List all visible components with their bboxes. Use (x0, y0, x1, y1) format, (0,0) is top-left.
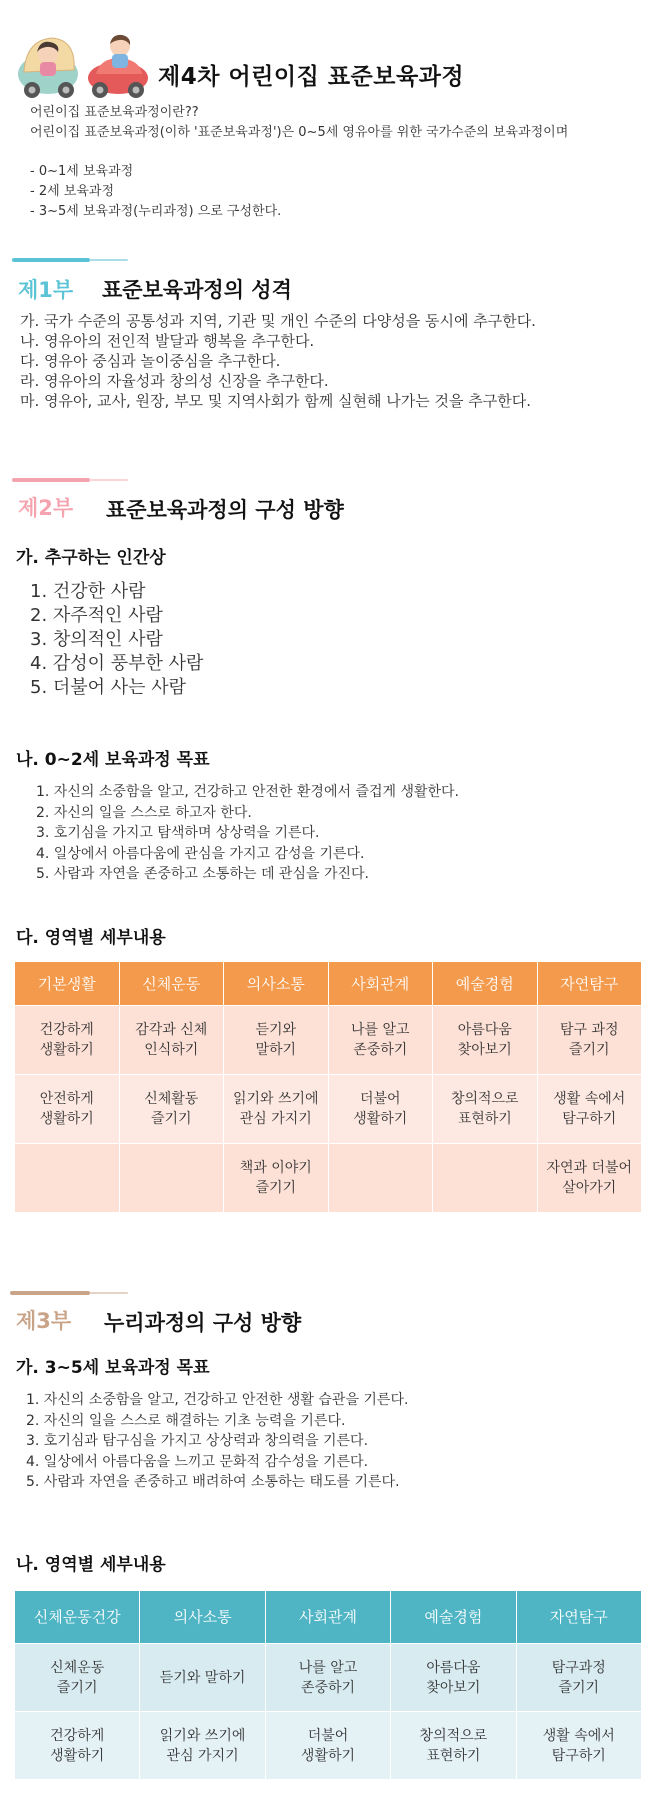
intro-description: 어린이집 표준보육과정(이하 '표준보육과정')은 0~5세 영유아를 위한 국가수준의 보육과정이며 (30, 125, 569, 140)
part2-section-c-heading: 다. 영역별 세부내용 (16, 928, 166, 948)
children-in-toy-cars-illustration (16, 22, 156, 100)
table-cell: 탐구과정 즐기기 (516, 1644, 641, 1712)
column-header: 사회관계 (265, 1591, 390, 1644)
part3-area-table (14, 1590, 642, 1780)
intro-item: - 2세 보육과정 (30, 184, 115, 199)
part2-section-b-list (36, 782, 459, 885)
part3-title: 누리과정의 구성 방향 (104, 1311, 302, 1335)
column-header: 신체운동건강 (15, 1591, 140, 1644)
table-cell: 건강하게 생활하기 (15, 1006, 120, 1075)
table-cell: 생활 속에서 탐구하기 (516, 1712, 641, 1780)
list-item: 2. 자주적인 사람 (30, 605, 163, 626)
list-item: 1. 건강한 사람 (30, 581, 146, 602)
part2-accent-bar-light (90, 479, 128, 481)
list-item: 3. 창의적인 사람 (30, 629, 163, 650)
table-cell: 창의적으로 표현하기 (391, 1712, 516, 1780)
table-cell: 건강하게 생활하기 (15, 1712, 140, 1780)
part1-accent-bar (12, 258, 90, 262)
table-cell: 아름다움 찾아보기 (433, 1006, 538, 1075)
list-item: 5. 사람과 자연을 존중하고 소통하는 데 관심을 가진다. (36, 866, 369, 883)
list-item: 1. 자신의 소중함을 알고, 건강하고 안전한 환경에서 즐겁게 생활한다. (36, 784, 460, 800)
page-title: 제4차 어린이집 표준보육과정 (158, 64, 465, 90)
part3-accent-bar-light (90, 1292, 128, 1294)
table-cell (119, 1144, 224, 1213)
table-row (15, 1712, 642, 1780)
table-cell: 듣기와 말하기 (140, 1644, 265, 1712)
list-item: 마. 영유아, 교사, 원장, 부모 및 지역사회가 함께 실현해 나가는 것을 추구한다. (20, 392, 531, 410)
intro-question: 어린이집 표준보육과정이란?? (30, 105, 199, 120)
column-header: 예술경험 (391, 1591, 516, 1644)
table-header-row (15, 962, 642, 1006)
list-item: 5. 사람과 자연을 존중하고 배려하여 소통하는 태도를 기른다. (26, 1474, 400, 1491)
part1-accent-bar-light (90, 259, 128, 261)
table-cell: 탐구 과정 즐기기 (537, 1006, 642, 1075)
list-item: 3. 호기심을 가지고 탐색하며 상상력을 기른다. (36, 825, 320, 842)
intro-item: - 3~5세 보육과정(누리과정) 으로 구성한다. (30, 204, 282, 219)
table-cell: 아름다움 찾아보기 (391, 1644, 516, 1712)
table-cell: 신체활동 즐기기 (119, 1075, 224, 1144)
intro-section (30, 103, 568, 222)
table-cell: 책과 이야기 즐기기 (224, 1144, 329, 1213)
table-row (15, 1644, 642, 1712)
part2-section-a-heading: 가. 추구하는 인간상 (16, 548, 166, 568)
table-cell: 신체운동 즐기기 (15, 1644, 140, 1712)
part2-section-b-heading: 나. 0~2세 보육과정 목표 (16, 750, 210, 770)
table-cell: 창의적으로 표현하기 (433, 1075, 538, 1144)
table-cell: 나를 알고 존중하기 (328, 1006, 433, 1075)
table-cell: 감각과 신체 인식하기 (119, 1006, 224, 1075)
table-cell (15, 1144, 120, 1213)
table-cell: 자연과 더불어 살아가기 (537, 1144, 642, 1213)
part3-section-b-heading: 나. 영역별 세부내용 (16, 1555, 166, 1575)
table-cell: 더불어 생활하기 (265, 1712, 390, 1780)
table-row (15, 1144, 642, 1213)
column-header: 예술경험 (433, 962, 538, 1006)
column-header: 사회관계 (328, 962, 433, 1006)
list-item: 1. 자신의 소중함을 알고, 건강하고 안전한 생활 습관을 기른다. (26, 1392, 409, 1408)
part2-section-a-list (30, 580, 203, 700)
table-cell (433, 1144, 538, 1213)
intro-item: - 0~1세 보육과정 (30, 164, 134, 179)
part2-label: 제2부 (18, 496, 74, 520)
list-item: 4. 일상에서 아름다움에 관심을 가지고 감성을 기른다. (36, 845, 365, 862)
table-cell: 더불어 생활하기 (328, 1075, 433, 1144)
column-header: 자연탐구 (516, 1591, 641, 1644)
table-cell: 듣기와 말하기 (224, 1006, 329, 1075)
list-item: 나. 영유아의 전인적 발달과 행복을 추구한다. (20, 332, 315, 350)
list-item: 4. 감성이 풍부한 사람 (30, 653, 204, 674)
list-item: 3. 호기심과 탐구심을 가지고 상상력과 창의력을 기른다. (26, 1433, 369, 1450)
table-cell: 생활 속에서 탐구하기 (537, 1075, 642, 1144)
list-item: 라. 영유아의 자율성과 창의성 신장을 추구한다. (20, 372, 329, 390)
table-cell: 안전하게 생활하기 (15, 1075, 120, 1144)
part2-accent-bar (12, 478, 90, 482)
table-row (15, 1006, 642, 1075)
list-item: 4. 일상에서 아름다움을 느끼고 문화적 감수성을 기른다. (26, 1453, 369, 1470)
part3-label: 제3부 (16, 1309, 72, 1333)
table-header-row (15, 1591, 642, 1644)
table-cell (328, 1144, 433, 1213)
list-item: 2. 자신의 일을 스스로 하고자 한다. (36, 804, 252, 821)
list-item: 다. 영유아 중심과 놀이중심을 추구한다. (20, 352, 281, 370)
list-item: 2. 자신의 일을 스스로 해결하는 기초 능력을 기른다. (26, 1412, 346, 1429)
list-item: 5. 더불어 사는 사람 (30, 677, 187, 698)
table-cell: 나를 알고 존중하기 (265, 1644, 390, 1712)
part1-list (20, 311, 536, 411)
part3-section-a-list (26, 1390, 408, 1493)
column-header: 기본생활 (15, 962, 120, 1006)
part2-area-table (14, 961, 642, 1213)
table-row (15, 1075, 642, 1144)
list-item: 가. 국가 수준의 공통성과 지역, 기관 및 개인 수준의 다양성을 동시에 추구한다. (20, 312, 536, 330)
table-cell: 읽기와 쓰기에 관심 가지기 (224, 1075, 329, 1144)
column-header: 의사소통 (140, 1591, 265, 1644)
part3-section-a-heading: 가. 3~5세 보육과정 목표 (16, 1358, 210, 1378)
page-header (0, 0, 656, 104)
column-header: 신체운동 (119, 962, 224, 1006)
table-cell: 읽기와 쓰기에 관심 가지기 (140, 1712, 265, 1780)
column-header: 의사소통 (224, 962, 329, 1006)
part1-title: 표준보육과정의 성격 (102, 278, 292, 302)
part3-accent-bar (10, 1291, 90, 1295)
column-header: 자연탐구 (537, 962, 642, 1006)
part2-title: 표준보육과정의 구성 방향 (106, 498, 344, 522)
part1-label: 제1부 (18, 278, 74, 302)
